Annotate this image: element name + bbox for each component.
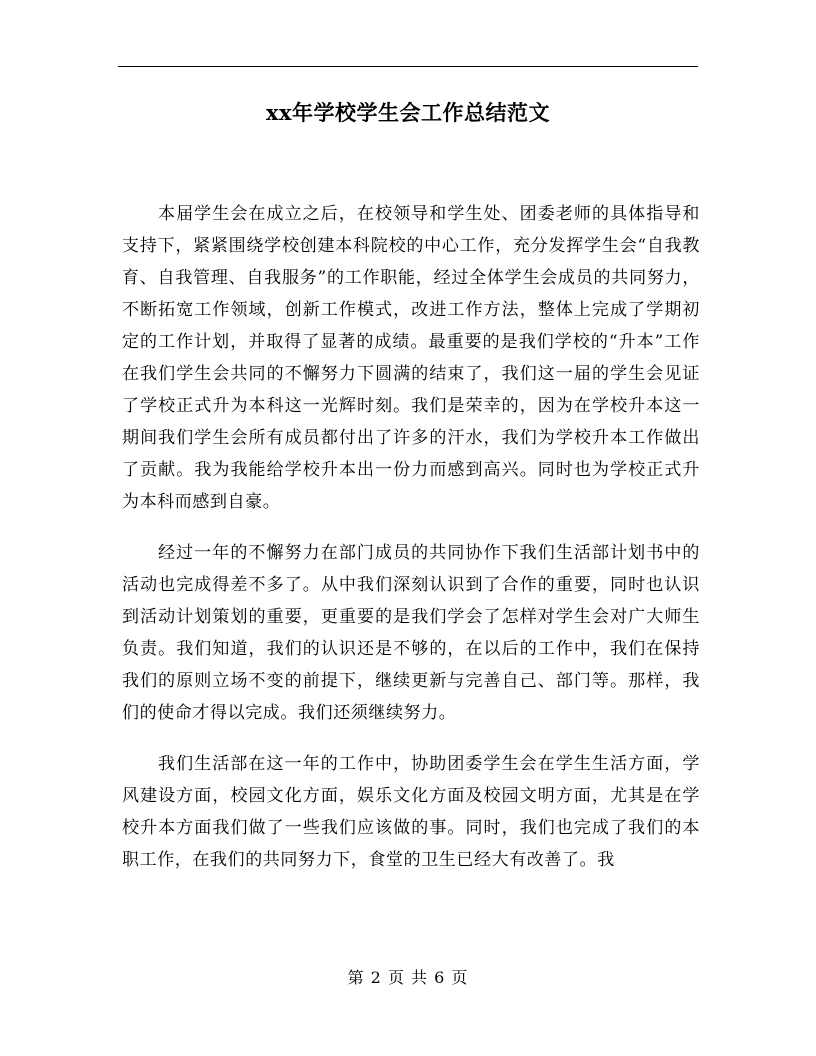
page-footer bbox=[118, 966, 698, 990]
header-rule bbox=[118, 66, 698, 67]
document-title: xx年学校学生会工作总结范文 bbox=[265, 100, 551, 125]
paragraph-1: 本届学生会在成立之后，在校领导和学生处、团委老师的具体指导和支持下，紧紧围绕学校创建本科院校的中心工作，充分发挥学生会“自我教育、自我管理、自我服务”的工作职能，经过全体学生会成员的共同努力，不断拓宽工作领域，创新工作模式，改进工作方法，整体上完成了学期初定的工作计划，并取得了显著的成绩。最重要的是我们学校的“升本”工作在我们学生会共同的不懈努力下圆满的结束了，我们这一届的学生会见证了学校正式升为本科这一光辉时刻。我们是荣幸的，因为在学校升本这一期间我们学生会所有成员都付出了许多的汗水，我们为学校升本工作做出了贡献。我为我能给学校升本出一份力而感到高兴。同时也为学校正式升为本科而感到自豪。 bbox=[122, 204, 700, 512]
paragraph-3: 我们生活部在这一年的工作中，协助团委学生会在学生生活方面，学风建设方面，校园文化方面，娱乐文化方面及校园文明方面，尤其是在学校升本方面我们做了一些我们应该做的事。同时，我们也完成了我们的本职工作，在我们的共同努力下，食堂的卫生已经大有改善了。我 bbox=[122, 754, 700, 870]
document-body bbox=[122, 198, 700, 895]
paragraph-2: 经过一年的不懈努力在部门成员的共同协作下我们生活部计划书中的活动也完成得差不多了。从中我们深刻认识到了合作的重要，同时也认识到活动计划策划的重要，更重要的是我们学会了怎样对学生会对广大师生负责。我们知道，我们的认识还是不够的，在以后的工作中，我们在保持我们的原则立场不变的前提下，继续更新与完善自己、部门等。那样，我们的使命才得以完成。我们还须继续努力。 bbox=[122, 543, 700, 723]
page-number: 第 2 页 共 6 页 bbox=[347, 968, 469, 987]
